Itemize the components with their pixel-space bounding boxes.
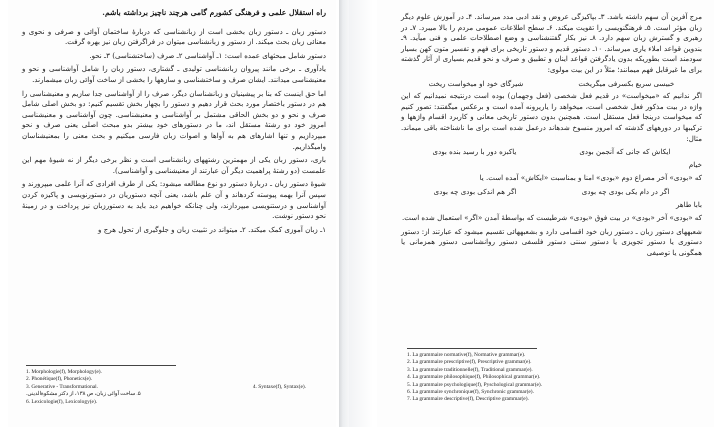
right-poet-2: بابا طاهر bbox=[676, 199, 702, 209]
right-verse-1-hemistich-a: خبیسی سریع بکسرفی میگریخت bbox=[578, 78, 675, 88]
right-verse-2 bbox=[401, 147, 702, 158]
book-gutter-shadow bbox=[339, 0, 349, 427]
left-paragraph-2: دستور شامل مبحثهای عمده است: ۱ـ آواشناسی ۲ـ صرف (ساختشناسی) ۳ـ نحو. bbox=[89, 50, 326, 60]
right-verse-3 bbox=[401, 187, 702, 198]
left-footnote-1: 1. Morphologie(f), Morphology(e). bbox=[26, 369, 102, 375]
right-line-d: که «بودی» آخر «بودی» در بیت فوق «بودی» شرطیست که بواسطهٔ آمدن «اگر» استعمال شده است. bbox=[402, 213, 702, 223]
left-page bbox=[8, 0, 336, 427]
right-footnote-4: 4. La grammaire philosophique(f), Philosophical grammar(e). bbox=[407, 374, 541, 381]
right-footnote-1: 1. La grammaire normative(f), Normative grammar(e). bbox=[407, 352, 526, 358]
left-paragraph-5: باری، دستور زبان یکی از مهمترین رشتههای زبانشناسی است و نظر برخی دیگر از نه شیوهٔ مهم این علمست (دو رشتهٔ پراهمیت دیگر آن عبارتند از معنیشناسی و آواشناسی). bbox=[22, 155, 326, 175]
right-text-column bbox=[401, 12, 702, 261]
right-footnote-2: 2. La grammaire prescriptive(f), Prescriptive grammar(e). bbox=[407, 359, 532, 366]
left-footnote-3: 3. Generative - Transformational. bbox=[26, 383, 99, 390]
right-footnote-7: 7. La grammaire descriptive(f), Descriptive grammar(e). bbox=[407, 396, 529, 403]
right-footnotes bbox=[407, 352, 707, 404]
left-footnote-rule bbox=[26, 365, 176, 366]
left-paragraph-3: یادآوری ـ برخی مانند پیروان زبانشناسی تولیدی ـ گشتاری، دستور زبان را شامل آواشناسی و نحو و معنیشناسی میدانند. ایشان صرف و ساختشناسی و سازهها را بخشی از ساخت آوائی زبان میشمارند. bbox=[22, 64, 326, 84]
left-paragraph-6: شیوهٔ دستور زبان ـ دربارهٔ دستور دو نوع مطالعه میشود: یکی از طرف افرادی که آنرا علمی میپرورند و سپس آنرا بهمه پیوسته کردهاند و آن علم باشد، یعنی آنچه دستوریان در دستورنویسی و پاکیزه کردن آواشناسی و درستنویسی میپردازند، ولی چنانکه خواهیم دید باید به دستورزبان نیز پرداخت و در زمینهٔ نحو دستور نوشت. bbox=[22, 179, 326, 221]
right-page bbox=[377, 0, 714, 427]
left-footnote-6: 6. Lexicologie(f), Lexicology(e). bbox=[26, 398, 98, 405]
left-paragraph-4: اما حق اینست که بنا بر پیشینیان و زبانشناسان دیگر، صرف را از آواشناسی جدا سازیم و معنیشناسی را هم در دستور باختصار مورد بحث قرار دهیم و دستور را بچهار بخش تقسیم کنیم: دو بخش اصلی شامل صرف و نحو و دو بخش الحاقی مشتمل بر آواشناسی و معنیشناسی. چون آواشناسی و معنیشناسی امروز خود دو رشتهٔ مستقل اند، ما در دستورهای خود بیشتر بدو مبحث اصلی یعنی صرف و نحو میپردازیم و تنها اشارهای هم به آواها و اصوات زبان فارسی میکنیم و بحث معنی را بمعنیشناسان وامیگذاریم. bbox=[22, 88, 326, 151]
right-paragraph-1: مرج آفرین آن سهم داشته باشد. ۳ـ بپاکیزگی عروض و نقد ادبی مدد میرساند. ۴ـ در آموزش علوم دیگر زبان مؤثر است. ۵ـ فرهنگنویسی را تقویت میکند. ۶ـ سطح اطلاعات عمومی مردم را بالا میبرد. ۷ـ در رهبری و گسترش زبان سهم دارد. ۸ـ نیز بکار گفتنشناسی و وضع اصطلاحات علمی و فنی میآید. ۹ـ بندوین قواعد املاء یاری میرساند. ۱۰ـ دستور قدیم و دستور تاریخی برای فهم و تفسیر متون کهن بسیار سودمند است بطوریکه بدون یادگرفتن قواعد اینان و تطبیق و صرف و نحو قدیم بسیاری از آثار گذشته برای ما غیرقابل فهم میمانند؛ مثلاً در این بیت مولوی: bbox=[401, 12, 703, 74]
right-paragraph-end: شعبههای دستور زبان ـ دستور زبان خود اقسامی دارد و بشعبههائی تقسیم میشود که عبارتند از: دستور دستوری یا دستور تجویزی یا دستور سنتی دستور فلسفی دستور روانشناسی دستور همزمانی یا همگونی یا توصیفی bbox=[401, 226, 702, 257]
right-line-b: که «بودی» آخر مصراع دوم «بودی» امنا و بمناسبت «ایکاش» آمده است. یا bbox=[479, 173, 702, 183]
left-paragraph-7: ۱ـ زبان آموزی کمک میکند. ۲ـ میتواند در تثبیت زبان و جلوگیری از تحول هرج و bbox=[98, 224, 326, 234]
left-paragraph-1: دستور زبان ـ دستور زبان بخشی است از زبانشناسی که دربارهٔ ساختمان آوائی و صرفی و نحوی و معنائی زبان بحث میکند. از دستور و زبانشناسی میتوان در فراگرفتن زبان نیز بهره گرفت. bbox=[22, 26, 326, 47]
left-footnote-5: ۵. ساخت آوائی زبان، ص ۱۳۸، از دکتر مشکوةالدینی. bbox=[26, 391, 141, 398]
right-verse-3-hemistich-a: اگر در دام یکی بودی چه بودی bbox=[581, 186, 670, 196]
right-footnote-6: 6. La grammaire synchronique(f), Synchronic grammar(e). bbox=[407, 389, 534, 396]
right-footnote-5: 5. La grammaire psychologique(f), Pyschological grammar(e). bbox=[407, 381, 543, 388]
left-text-column bbox=[22, 8, 326, 238]
right-verse-1-hemistich-b: شیرگای خود او میخواست ریخت bbox=[428, 78, 524, 88]
right-poet-1: خیام bbox=[688, 159, 702, 169]
right-verse-2-hemistich-a: ایکاش که جانی که آنجمن بودی bbox=[579, 147, 671, 157]
book-gutter-gap bbox=[349, 0, 373, 427]
right-footnote-rule bbox=[407, 348, 537, 349]
left-footnote-2: 2. Phonétique(f), Phonetics(e). bbox=[26, 376, 93, 383]
left-footnotes bbox=[26, 369, 326, 406]
right-verse-3-hemistich-b: اگر هم اندکی بودی چه بودی bbox=[433, 186, 517, 196]
right-paragraph-2: اگر ندانیم که «میخواست» در قدیم فعل شخصی (فعل وجهمان) بوده است درنتیجه نمیدانیم که این واژه در بیت مذکور فعل شخصی است، میخواهد را یاریرونه آمده است و برعکس میگفتند: تصور کنیم که میخواست درینجا فعل مستقل است. همچنین بدون دستور تاریخی معانی و کاربرد اقسام واژهها و ترکیبها در دورههای گذشته که امروز منسوخ شدهاند درعمل شده است برای ما ناشناخته باقی میماند. مثال: bbox=[401, 91, 702, 143]
right-footnote-3: 3. La grammaire traditionnelle(f), Traditional grammar(e). bbox=[407, 366, 533, 373]
left-heading: راه استقلال علمی و فرهنگی کشورم گامی هرچند ناچیز برداشته باشم. bbox=[102, 8, 326, 17]
left-footnote-4: 4. Syntaxe(f), Syntax(e). bbox=[252, 383, 306, 390]
right-verse-1 bbox=[401, 79, 702, 90]
right-verse-2-hemistich-b: یاکبزه دور با رسید بنده بودی bbox=[432, 147, 517, 157]
